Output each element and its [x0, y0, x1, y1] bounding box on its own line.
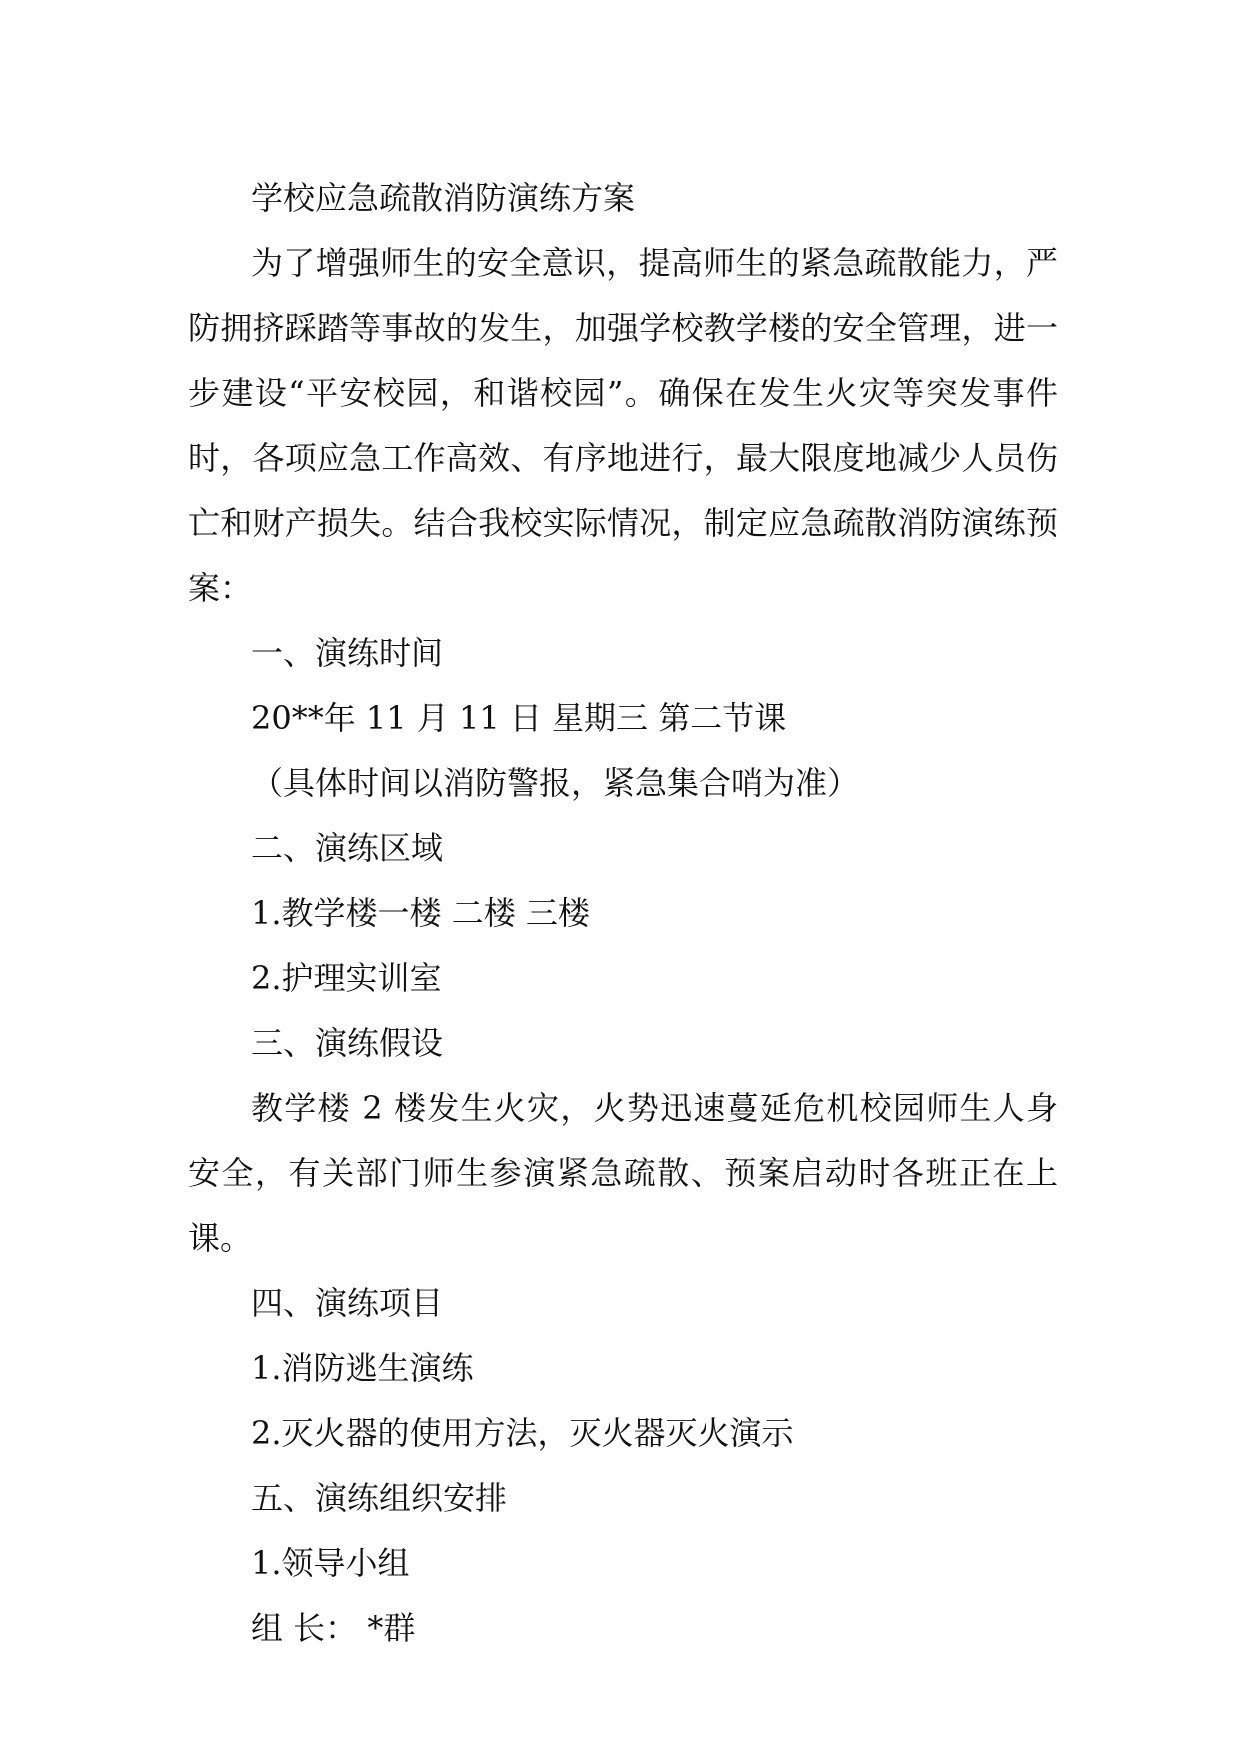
group-leader: 组 长： *群	[251, 1609, 416, 1647]
drill-item: 1.消防逃生演练	[251, 1349, 474, 1387]
intro-paragraph: 为了增强师生的安全意识，提高师生的紧急疏散能力，严防拥挤踩踏等事故的发生，加强学校教学楼的安全管理，进一步建设“平安校园，和谐校园”。确保在发生火灾等突发事件时，各项应急工作高效、有序地进行，最大限度地减少人员伤亡和财产损失。结合我校实际情况，制定应急疏散消防演练预案：	[188, 244, 1058, 607]
drill-time-note: （具体时间以消防警报，紧急集合哨为准）	[251, 764, 860, 802]
section-heading-organization: 五、演练组织安排	[251, 1479, 508, 1517]
section-heading-items: 四、演练项目	[251, 1284, 444, 1322]
section-heading-time: 一、演练时间	[251, 634, 444, 672]
section-heading-area: 二、演练区域	[251, 829, 444, 867]
drill-item: 2.灭火器的使用方法，灭火器灭火演示	[251, 1414, 794, 1452]
drill-date: 20**年 11 月 11 日 星期三 第二节课	[251, 699, 787, 737]
document-page	[188, 166, 1058, 1661]
document-title: 学校应急疏散消防演练方案	[251, 179, 636, 217]
section-heading-assumption: 三、演练假设	[251, 1024, 444, 1062]
area-item: 1.教学楼一楼 二楼 三楼	[251, 894, 590, 932]
leadership-group-heading: 1.领导小组	[251, 1544, 410, 1582]
area-item: 2.护理实训室	[251, 959, 442, 997]
assumption-paragraph: 教学楼 2 楼发生火灾，火势迅速蔓延危机校园师生人身安全，有关部门师生参演紧急疏散、预案启动时各班正在上课。	[188, 1089, 1058, 1257]
